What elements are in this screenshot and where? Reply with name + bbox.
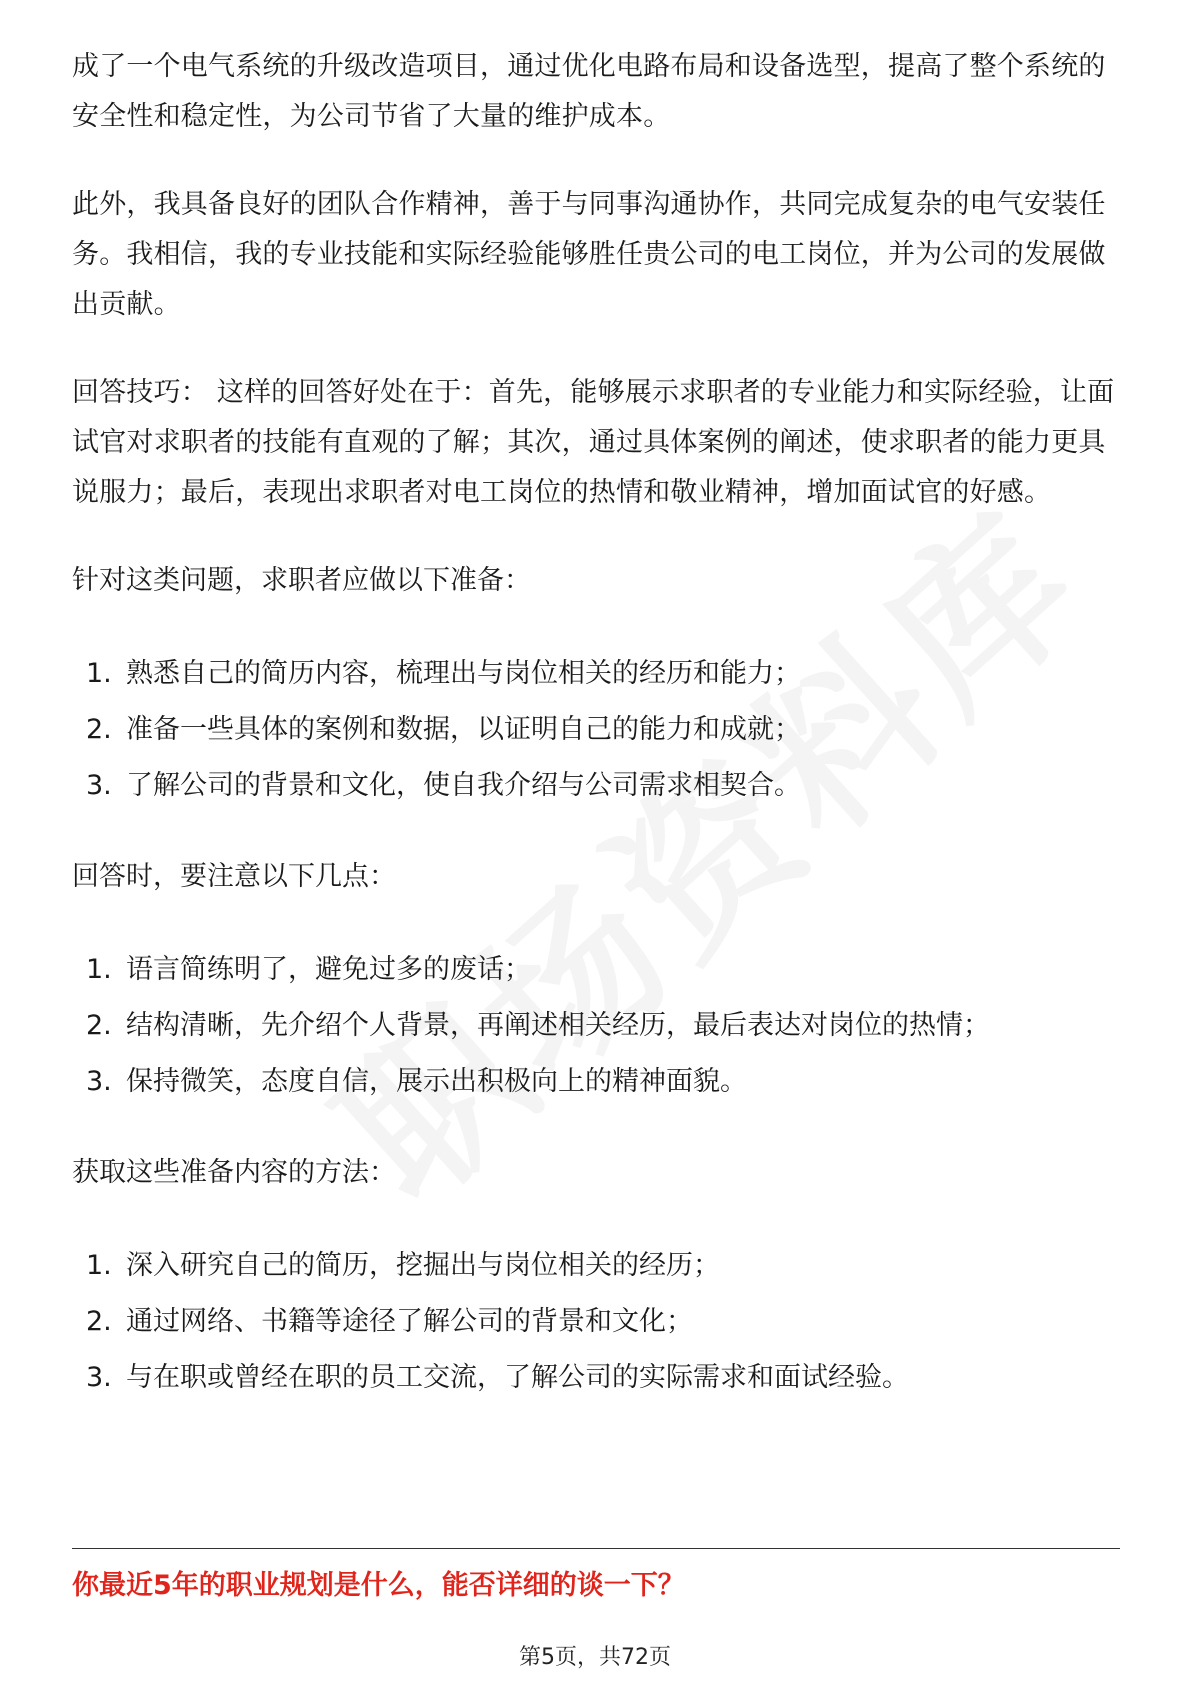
list-text: 与在职或曾经在职的员工交流，了解公司的实际需求和面试经验。 — [126, 1362, 909, 1393]
list-item — [72, 1350, 1120, 1406]
list-item — [72, 1238, 1120, 1294]
section-divider — [72, 1548, 1120, 1549]
list-text: 结构清晰，先介绍个人背景，再阐述相关经历，最后表达对岗位的热情； — [126, 1010, 990, 1041]
list-text: 通过网络、书籍等途径了解公司的背景和文化； — [126, 1306, 693, 1337]
list-text: 深入研究自己的简历，挖掘出与岗位相关的经历； — [126, 1250, 720, 1281]
paragraph-answer-tips: 回答技巧： 这样的回答好处在于：首先，能够展示求职者的专业能力和实际经验，让面试官对求职者的技能有直观的了解；其次，通过具体案例的阐述，使求职者的能力更具说服力；最后，表现出求职者对电工岗位的热情和敬业精神，增加面试官的好感。 — [72, 377, 1115, 508]
list-number: 3. — [86, 1066, 112, 1097]
list-item — [72, 702, 1120, 758]
list-item — [72, 998, 1120, 1054]
list-item — [72, 646, 1120, 702]
list-text: 准备一些具体的案例和数据，以证明自己的能力和成就； — [126, 714, 801, 745]
page-number-footer: 第5页，共72页 — [519, 1645, 671, 1670]
paragraph-experience: 成了一个电气系统的升级改造项目，通过优化电路布局和设备选型，提高了整个系统的安全性和稳定性，为公司节省了大量的维护成本。 — [72, 51, 1106, 132]
list-text: 熟悉自己的简历内容，梳理出与岗位相关的经历和能力； — [126, 658, 801, 689]
list-item — [72, 1294, 1120, 1350]
next-question-heading: 你最近5年的职业规划是什么，能否详细的谈一下？ — [72, 1570, 685, 1601]
section-preparation-intro: 针对这类问题，求职者应做以下准备： — [72, 565, 531, 596]
list-item — [72, 1054, 1120, 1110]
list-number: 1. — [86, 658, 112, 689]
section-attention-intro: 回答时，要注意以下几点： — [72, 861, 396, 892]
list-number: 1. — [86, 954, 112, 985]
list-text: 了解公司的背景和文化，使自我介绍与公司需求相契合。 — [126, 770, 801, 801]
list-number: 2. — [86, 1306, 112, 1337]
document-body — [72, 42, 1120, 1444]
paragraph-teamwork: 此外，我具备良好的团队合作精神，善于与同事沟通协作，共同完成复杂的电气安装任务。我相信，我的专业技能和实际经验能够胜任贵公司的电工岗位，并为公司的发展做出贡献。 — [72, 189, 1106, 320]
list-number: 2. — [86, 1010, 112, 1041]
section-methods-intro: 获取这些准备内容的方法： — [72, 1157, 396, 1188]
list-item — [72, 942, 1120, 998]
list-number: 1. — [86, 1250, 112, 1281]
list-text: 保持微笑，态度自信，展示出积极向上的精神面貌。 — [126, 1066, 747, 1097]
attention-list — [72, 942, 1120, 1110]
list-item — [72, 758, 1120, 814]
preparation-list — [72, 646, 1120, 814]
list-text: 语言简练明了，避免过多的废话； — [126, 954, 531, 985]
methods-list — [72, 1238, 1120, 1406]
list-number: 3. — [86, 1362, 112, 1393]
list-number: 2. — [86, 714, 112, 745]
list-number: 3. — [86, 770, 112, 801]
